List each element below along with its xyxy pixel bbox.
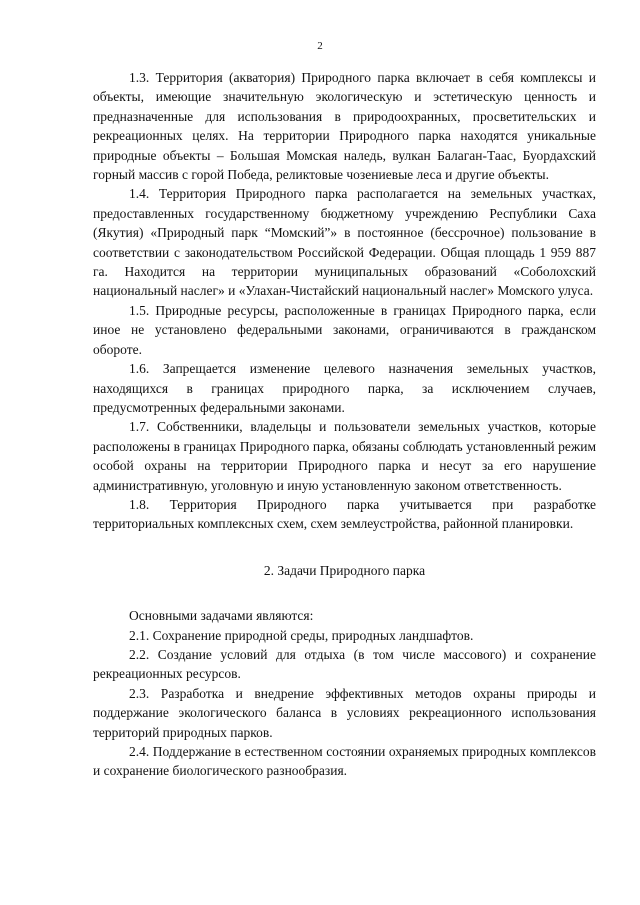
paragraph-1-8: 1.8. Территория Природного парка учитывается при разработке территориальных комплексных схем, схем землеустройства, районной планировки. [93, 496, 596, 532]
paragraph-2-2: 2.2. Создание условий для отдыха (в том числе массового) и сохранение рекреационных ресурсов. [93, 646, 596, 682]
section-heading-2: 2. Задачи Природного парка [263, 562, 426, 578]
paragraph-1-4: 1.4. Территория Природного парка располагается на земельных участках, предоставленных государственному бюджетному учреждению Республики Саха (Якутия) «Природный парк “Момский”» в постоянное (бессрочное) пользование в соответствии с законодательством Российской Федерации. Общая площадь 1 959 887 га. Находится на территории муниципальных образований «Соболохский национальный наслег» и «Улахан-Чистайский национальный наслег» Момского улуса. [93, 186, 596, 299]
page-number: 2 [317, 40, 323, 52]
paragraph-1-5: 1.5. Природные ресурсы, расположенные в границах Природного парка, если иное не установлено федеральными законами, ограничиваются в гражданском обороте. [93, 302, 596, 357]
paragraph-1-3: 1.3. Территория (акватория) Природного парка включает в себя комплексы и объекты, имеющие значительную экологическую и эстетическую ценность и предназначенные для использования в природоохранных, просветительских и рекреационных целях. На территории Природного парка находятся уникальные природные объекты – Большая Момская наледь, вулкан Балаган-Таас, Буордахский горный массив с горой Победа, реликтовые чозениевые леса и другие объекты. [93, 70, 596, 183]
paragraph-2-3: 2.3. Разработка и внедрение эффективных методов охраны природы и поддержание экологического баланса в условиях рекреационного использования территорий природных парков. [93, 685, 596, 740]
paragraph-1-7: 1.7. Собственники, владельцы и пользователи земельных участков, которые расположены в границах Природного парка, обязаны соблюдать установленный режим особой охраны на территории Природного парка и несут за его нарушение административную, уголовную и иную установленную законом ответственность. [93, 419, 596, 493]
document-body [93, 68, 596, 781]
paragraph-2-1: 2.1. Сохранение природной среды, природных ландшафтов. [129, 627, 474, 643]
paragraph-1-6: 1.6. Запрещается изменение целевого назначения земельных участков, находящихся в границах природного парка, за исключением случаев, предусмотренных федеральными законами. [93, 361, 596, 415]
paragraph-2-intro: Основными задачами являются: [129, 608, 314, 624]
paragraph-2-4: 2.4. Поддержание в естественном состоянии охраняемых природных комплексов и сохранение биологического разнообразия. [93, 744, 596, 779]
